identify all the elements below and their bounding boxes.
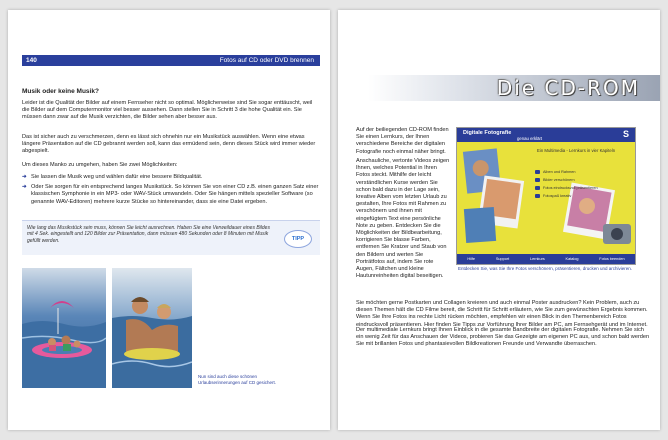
chapter-title: Die CD-ROM <box>496 76 640 100</box>
left-page <box>8 10 330 430</box>
paragraph: Anschauliche, vertonte Videos zeigen Ihnen, welches Potential in Ihren Fotos steckt. Mithilfe der leicht verständlichen Kurse werden Sie schon bald dazu in der Lage sein, kreative Alben vom letzten Urlaub zu gestalten, Ihre Fotos mit Rahmen zu verschönern und ihnen mit eingefügtem Text eine persönliche Note zu geben. Entdecken Sie die Möglichkeiten der Bildbearbeitung, korrigieren Sie blasse Farben, entfernen Sie Kratzer und Staub von den Bildern und werten Sie Porträtfotos auf, indem Sie rote Augen, Fältchen und kleine Hautunreinheiten digital beseitigen. <box>356 158 450 280</box>
paragraph: Um dieses Manko zu umgehen, haben Sie zwei Möglichkeiten: <box>22 162 178 168</box>
paragraph: Leider ist die Qualität der Bilder auf einem Fernseher nicht so optimal. Möglicherweise sind Sie sogar enttäuscht, weil die Bilder auf dem Computermonitor viel besser aussehen. Dann stellen Sie in Schritt 3 die hohe Qualität ein. Sie müssen dann zwar auf die Musik verzichten, die Bilder sehen aber besser aus. <box>22 100 313 121</box>
cd-bottom-item: Fotos beenden <box>599 257 625 261</box>
cd-screenshot-label: Ein Multimedia - Lernkurs in vier Kapiteln <box>537 148 616 153</box>
bullet-item <box>22 174 320 181</box>
cd-screenshot-menu <box>535 168 598 200</box>
header-title: Fotos auf CD oder DVD brennen <box>219 57 314 64</box>
page-number: 140 <box>26 57 37 64</box>
paragraph: Sie möchten gerne Postkarten und Collagen kreieren und auch einmal Poster ausdrucken? Kein Problem, auch zu diesen Themen hält die CD Filme bereit, die Schritt für Schritt erläutern, wie Sie zum gewünschten Ergebnis kommen. Wenn Sie Ihre Fotos ins rechte Licht rücken möchten, empfehlen wir einen Blick in den Themenbereich Fotos eindrucksvoll präsentieren. Hier finden Sie Tipps zur Vorführung Ihrer Bilder am PC, am Fernsehgerät und im Internet. <box>356 300 648 328</box>
cd-screenshot-bottom-bar <box>457 254 635 264</box>
bullet-text: Sie lassen die Musik weg und wählen dafür eine bessere Bildqualität. <box>31 174 203 180</box>
photo-caption: Nun sind auch diese schönen Urlaubserinnerungen auf CD gesichert. <box>198 374 277 385</box>
bullet-list <box>22 174 320 209</box>
chapter-title-bar <box>368 75 660 101</box>
arrow-icon: ➜ <box>22 174 27 180</box>
cd-bottom-item: Support <box>495 257 510 261</box>
publisher-logo-icon: S <box>622 129 629 139</box>
cd-rom-screenshot <box>456 127 636 265</box>
cd-menu-item: Fotos eindrucksvoll präsentieren <box>535 184 598 192</box>
paragraph: Der multimediale Lernkurs bringt Ihnen Einblick in die gesamte Bandbreite der digitalen Fotografie. Nehmen Sie sich ein wenig Zeit für das Anschauen der Videos, probieren Sie das Gezeigte am eigenen PC aus, und schon bald werden Sie mit brillanten Fotos und phantasievollen Bildkreationen Freunde und Verwandte überraschen. <box>356 327 650 348</box>
tip-icon: TIPP <box>284 230 312 248</box>
arrow-icon: ➜ <box>22 184 27 191</box>
beach-photo-illustration <box>22 268 106 388</box>
family-sea-photo <box>112 268 192 388</box>
cd-bottom-item: Hilfe <box>467 257 476 261</box>
section-heading: Musik oder keine Musik? <box>22 88 99 95</box>
cd-bottom-item: Katalog <box>565 257 579 261</box>
cd-screenshot-title: Digitale Fotografie <box>463 130 512 136</box>
cd-menu-item: Fotospaß kreativ <box>535 192 598 200</box>
bullet-text: Oder Sie sorgen für ein entsprechend langes Musikstück. So können Sie von einer CD z.B. einen ganzen Satz einer klassischen Symphonie in ein MP3- oder WAV-Stück umwandeln. Oder Sie hängen mittels spezieller Software (so genannte WAV-Editoren) mehrere kurze Stücke so hintereinander, dass sie eine Datei ergeben. <box>31 184 319 205</box>
bullet-item <box>22 184 320 206</box>
page-header-bar <box>22 55 320 66</box>
cd-bottom-item: Lernkurs <box>529 257 545 261</box>
family-photo-illustration <box>112 268 192 388</box>
paragraph: Das ist sicher auch zu verschmerzen, denn es lässt sich ohnehin nur ein Musikstück auswählen. Wenn eine etwas längere Präsentation auf die CD gebrannt werden soll, kann das ermüdend sein, denn dieses Stück wird immer wieder abgespielt. <box>22 134 316 155</box>
tip-box <box>22 220 320 255</box>
cd-screenshot-subtitle: genau erklärt <box>517 136 543 141</box>
screenshot-caption: Entdecken Sie, was Sie Ihre Fotos verschönern, präsentieren, drucken und archivieren. <box>457 266 633 271</box>
paragraph: Auf der beiliegenden CD-ROM finden Sie einen Lernkurs, der Ihnen verschiedene Bereiche der digitalen Fotografie noch einmal näher bringt. <box>356 127 449 155</box>
tip-text: Wie lang das Musikstück sein muss, können Sie leicht ausrechnen. Haben Sie eine Verweildauer eines Bildes mit 4 Sek. eingestellt und 120 Bilder zur Präsentation, dann müssen 480 Sekunden oder 8 Minuten mit Musik gefüllt werden. <box>27 225 270 244</box>
cd-menu-item: Alben und Rahmen <box>535 168 598 176</box>
beach-photo-float <box>22 268 106 388</box>
right-page <box>338 10 660 430</box>
cd-menu-item: Bilder verschönern <box>535 176 598 184</box>
